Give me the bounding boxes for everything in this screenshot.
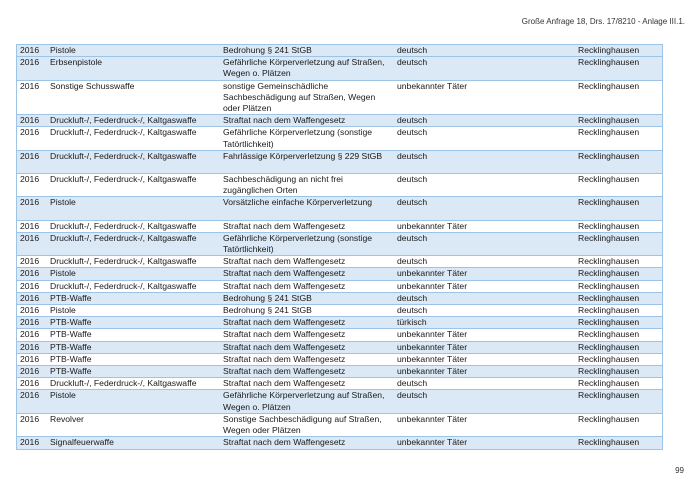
cell-city: Recklinghausen	[578, 437, 640, 448]
cell-city: Recklinghausen	[578, 390, 640, 401]
cell-weapon: Druckluft-/, Federdruck-/, Kaltgaswaffe	[50, 127, 197, 138]
cell-offense: Vorsätzliche einfache Körperverletzung	[223, 197, 373, 208]
cell-city: Recklinghausen	[578, 197, 640, 208]
table-row	[17, 437, 662, 449]
document-header: Große Anfrage 18, Drs. 17/8210 - Anlage III.1.	[521, 17, 685, 26]
cell-year: 2016	[20, 127, 40, 138]
table-row	[17, 151, 662, 174]
table-row	[17, 221, 662, 233]
cell-year: 2016	[20, 45, 40, 55]
cell-weapon: PTB-Waffe	[50, 366, 92, 377]
table-row	[17, 81, 662, 116]
cell-offense: Straftat nach dem Waffengesetz	[223, 378, 346, 389]
table-row	[17, 329, 662, 341]
table-row	[17, 317, 662, 329]
cell-offense: Straftat nach dem Waffengesetz	[223, 437, 346, 448]
cell-nationality: deutsch	[397, 45, 428, 55]
cell-offense: Sonstige Sachbeschädigung auf Straßen, Wegen oder Plätzen	[223, 413, 382, 436]
cell-offense: Bedrohung § 241 StGB	[223, 292, 312, 303]
cell-nationality: deutsch	[397, 150, 428, 161]
table-row	[17, 268, 662, 280]
cell-year: 2016	[20, 329, 40, 340]
cell-nationality: unbekannter Täter	[397, 220, 468, 231]
cell-nationality: unbekannter Täter	[397, 329, 468, 340]
cell-year: 2016	[20, 256, 40, 267]
cell-nationality: deutsch	[397, 57, 428, 68]
cell-weapon: PTB-Waffe	[50, 329, 92, 340]
cell-city: Recklinghausen	[578, 280, 640, 291]
cell-offense: Sachbeschädigung an nicht frei zugänglichen Orten	[223, 174, 343, 196]
cell-year: 2016	[20, 305, 40, 316]
cell-offense: Bedrohung § 241 StGB	[223, 45, 312, 55]
cell-weapon: PTB-Waffe	[50, 341, 92, 352]
cell-city: Recklinghausen	[578, 127, 640, 138]
cell-nationality: deutsch	[397, 232, 428, 243]
cell-weapon: Druckluft-/, Federdruck-/, Kaltgaswaffe	[50, 115, 197, 126]
table-row	[17, 174, 662, 197]
cell-offense: Straftat nach dem Waffengesetz	[223, 329, 346, 340]
cell-year: 2016	[20, 378, 40, 389]
cell-city: Recklinghausen	[578, 353, 640, 364]
table-row	[17, 293, 662, 305]
cell-city: Recklinghausen	[578, 115, 640, 126]
cell-weapon: PTB-Waffe	[50, 292, 92, 303]
cell-year: 2016	[20, 390, 40, 401]
cell-offense: Gefährliche Körperverletzung auf Straßen, Wegen o. Plätzen	[223, 390, 385, 412]
cell-year: 2016	[20, 80, 40, 91]
cell-city: Recklinghausen	[578, 174, 640, 185]
cell-offense: Straftat nach dem Waffengesetz	[223, 341, 346, 352]
cell-offense: Straftat nach dem Waffengesetz	[223, 115, 346, 126]
table-row	[17, 390, 662, 413]
cell-weapon: Druckluft-/, Federdruck-/, Kaltgaswaffe	[50, 378, 197, 389]
cell-weapon: Revolver	[50, 413, 84, 424]
cell-city: Recklinghausen	[578, 329, 640, 340]
cell-weapon: Pistole	[50, 305, 76, 316]
cell-weapon: Druckluft-/, Federdruck-/, Kaltgaswaffe	[50, 256, 197, 267]
cell-weapon: Pistole	[50, 197, 76, 208]
cell-city: Recklinghausen	[578, 220, 640, 231]
table-row	[17, 366, 662, 378]
table-row	[17, 57, 662, 80]
cell-city: Recklinghausen	[578, 80, 640, 91]
cell-year: 2016	[20, 292, 40, 303]
cell-year: 2016	[20, 353, 40, 364]
cell-offense: Straftat nach dem Waffengesetz	[223, 366, 346, 377]
cell-year: 2016	[20, 197, 40, 208]
cell-nationality: unbekannter Täter	[397, 437, 468, 448]
cell-year: 2016	[20, 280, 40, 291]
cell-offense: Straftat nach dem Waffengesetz	[223, 280, 346, 291]
data-table	[16, 44, 663, 450]
cell-city: Recklinghausen	[578, 150, 640, 161]
cell-year: 2016	[20, 115, 40, 126]
cell-year: 2016	[20, 413, 40, 424]
cell-year: 2016	[20, 174, 40, 185]
cell-offense: Straftat nach dem Waffengesetz	[223, 268, 346, 279]
table-row	[17, 127, 662, 150]
table-row	[17, 256, 662, 268]
table-row	[17, 233, 662, 256]
cell-offense: Straftat nach dem Waffengesetz	[223, 220, 346, 231]
cell-city: Recklinghausen	[578, 341, 640, 352]
cell-city: Recklinghausen	[578, 292, 640, 303]
cell-weapon: Druckluft-/, Federdruck-/, Kaltgaswaffe	[50, 280, 197, 291]
cell-nationality: unbekannter Täter	[397, 366, 468, 377]
cell-offense: Gefährliche Körperverletzung (sonstige Tatörtlichkeit)	[223, 232, 373, 255]
cell-nationality: deutsch	[397, 390, 428, 401]
page-number: 99	[675, 466, 684, 475]
cell-city: Recklinghausen	[578, 232, 640, 243]
cell-weapon: Pistole	[50, 268, 76, 279]
cell-nationality: unbekannter Täter	[397, 341, 468, 352]
cell-city: Recklinghausen	[578, 268, 640, 279]
cell-weapon: PTB-Waffe	[50, 317, 92, 328]
table-row	[17, 305, 662, 317]
cell-nationality: türkisch	[397, 317, 427, 328]
cell-city: Recklinghausen	[578, 366, 640, 377]
cell-nationality: deutsch	[397, 292, 428, 303]
cell-offense: Straftat nach dem Waffengesetz	[223, 353, 346, 364]
cell-year: 2016	[20, 57, 40, 68]
cell-offense: Straftat nach dem Waffengesetz	[223, 317, 346, 328]
table-row	[17, 197, 662, 220]
cell-weapon: Druckluft-/, Federdruck-/, Kaltgaswaffe	[50, 174, 197, 185]
cell-city: Recklinghausen	[578, 45, 640, 55]
cell-offense: Bedrohung § 241 StGB	[223, 305, 312, 316]
table-row	[17, 342, 662, 354]
cell-nationality: unbekannter Täter	[397, 268, 468, 279]
table-row	[17, 45, 662, 57]
cell-offense: Gefährliche Körperverletzung auf Straßen, Wegen o. Plätzen	[223, 57, 385, 79]
cell-weapon: Pistole	[50, 390, 76, 401]
cell-nationality: deutsch	[397, 305, 428, 316]
cell-weapon: Pistole	[50, 45, 76, 55]
table-row	[17, 281, 662, 293]
cell-year: 2016	[20, 268, 40, 279]
cell-city: Recklinghausen	[578, 378, 640, 389]
cell-city: Recklinghausen	[578, 317, 640, 328]
cell-nationality: deutsch	[397, 197, 428, 208]
cell-year: 2016	[20, 150, 40, 161]
cell-weapon: Erbsenpistole	[50, 57, 103, 68]
table-row	[17, 115, 662, 127]
cell-nationality: unbekannter Täter	[397, 413, 468, 424]
cell-nationality: unbekannter Täter	[397, 353, 468, 364]
cell-offense: Gefährliche Körperverletzung (sonstige Tatörtlichkeit)	[223, 127, 373, 149]
cell-city: Recklinghausen	[578, 413, 640, 424]
cell-nationality: deutsch	[397, 378, 428, 389]
cell-weapon: PTB-Waffe	[50, 353, 92, 364]
cell-offense: Fahrlässige Körperverletzung § 229 StGB	[223, 150, 383, 161]
cell-year: 2016	[20, 341, 40, 352]
cell-year: 2016	[20, 366, 40, 377]
cell-year: 2016	[20, 437, 40, 448]
cell-city: Recklinghausen	[578, 256, 640, 267]
cell-year: 2016	[20, 220, 40, 231]
cell-weapon: Druckluft-/, Federdruck-/, Kaltgaswaffe	[50, 220, 197, 231]
cell-nationality: deutsch	[397, 115, 428, 126]
cell-weapon: Druckluft-/, Federdruck-/, Kaltgaswaffe	[50, 232, 197, 243]
cell-year: 2016	[20, 232, 40, 243]
cell-nationality: unbekannter Täter	[397, 280, 468, 291]
table-row	[17, 354, 662, 366]
cell-offense: sonstige Gemeinschädliche Sachbeschädigung auf Straßen, Wegen oder Plätzen	[223, 80, 376, 114]
cell-year: 2016	[20, 317, 40, 328]
cell-city: Recklinghausen	[578, 57, 640, 68]
cell-nationality: deutsch	[397, 174, 428, 185]
cell-nationality: unbekannter Täter	[397, 80, 468, 91]
cell-weapon: Signalfeuerwaffe	[50, 437, 114, 448]
table-row	[17, 414, 662, 437]
cell-nationality: deutsch	[397, 127, 428, 138]
table-row	[17, 378, 662, 390]
cell-nationality: deutsch	[397, 256, 428, 267]
cell-weapon: Sonstige Schusswaffe	[50, 80, 135, 91]
cell-city: Recklinghausen	[578, 305, 640, 316]
cell-weapon: Druckluft-/, Federdruck-/, Kaltgaswaffe	[50, 150, 197, 161]
cell-offense: Straftat nach dem Waffengesetz	[223, 256, 346, 267]
